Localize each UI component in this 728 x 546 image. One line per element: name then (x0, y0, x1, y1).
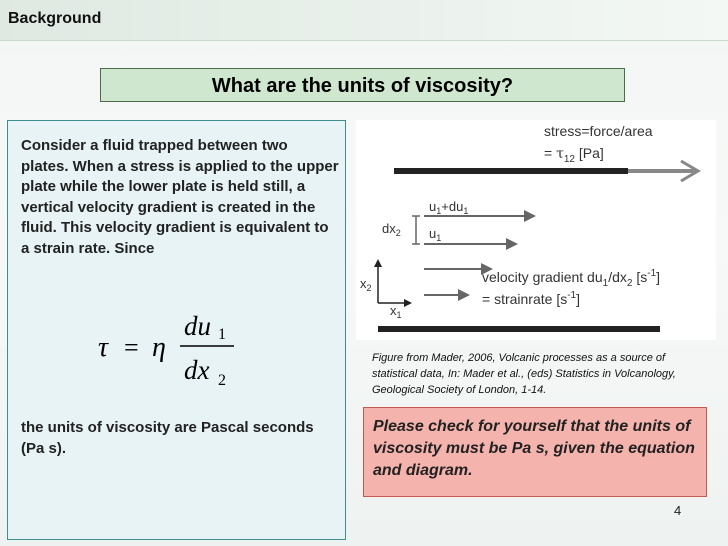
lower-plate (378, 326, 660, 332)
coordinate-axes (374, 259, 412, 307)
stress-arrow (628, 161, 698, 181)
tau-symbol: τ (98, 332, 109, 363)
denominator-dx: dx (184, 355, 210, 385)
eta-symbol: η (152, 332, 166, 363)
figure-caption: Figure from Mader, 2006, Volcanic processes as a source of statistical data, In: Mader et al., (eds) Statistics in Volcanology, Geological Society of London, 1-14. (372, 352, 676, 396)
viscosity-equation (96, 301, 256, 391)
numerator-subscript: 1 (218, 326, 226, 343)
header-bar (0, 0, 728, 41)
shear-flow-diagram (356, 120, 716, 340)
explanation-paragraph-2: the units of viscosity are Pascal seconds (Pa s). (21, 419, 314, 457)
upper-plate (394, 168, 628, 174)
velocity-label-middle: $u_1$ (429, 226, 442, 243)
velocity-label-top: $u_1+du_1$ (429, 199, 469, 216)
exercise-text: Please check for yourself that the units of viscosity must be Pa s, given the equation and diagram. (373, 418, 695, 479)
velocity-gradient-label: velocity gradient $du_1/dx_2$ $[s^{-1}]$ (482, 268, 661, 289)
denominator-subscript: 2 (218, 372, 226, 389)
dx2-label: $dx_2$ (382, 221, 401, 238)
equals-sign: = (124, 333, 139, 362)
dx2-bracket (412, 216, 420, 244)
explanation-paragraph-1: Consider a fluid trapped between two plates. When a stress is applied to the upper plate while the lower plate is held still, a vertical velocity gradient is created in the fluid. This velocity gradient is equivalent to a strain rate. Since (21, 137, 339, 257)
x1-axis-label: $x_1$ (390, 303, 402, 320)
x2-axis-label: $x_2$ (360, 276, 372, 293)
slide-title: What are the units of viscosity? (211, 75, 514, 97)
numerator-du: du (184, 311, 211, 341)
section-title: Background (8, 10, 102, 27)
page-number: 4 (674, 503, 682, 518)
stress-label: stress=force/area (544, 123, 653, 139)
exercise-callout (363, 407, 707, 497)
strainrate-label: = strainrate $[s^{-1}]$ (482, 290, 580, 307)
stress-equation: = $\tau_{12}$ [Pa] (544, 145, 604, 165)
velocity-arrow-bottom (424, 289, 470, 301)
explanation-box (7, 120, 346, 540)
slide-title-box (100, 68, 625, 102)
